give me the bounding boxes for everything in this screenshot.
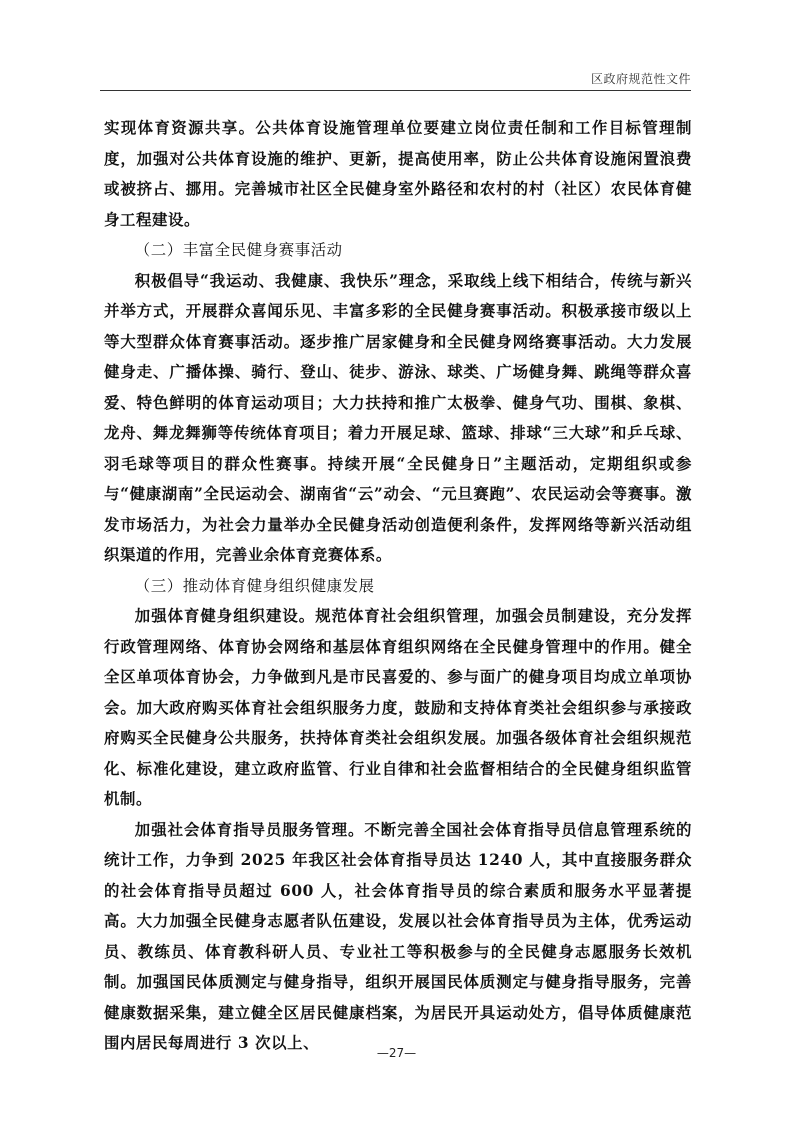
paragraph-3: 加强体育健身组织建设。规范体育社会组织管理，加强会员制建设，充分发挥行政管理网络、体育协会网络和基层体育组织网络在全民健身管理中的作用。健全全区单项体育协会，力争做到凡是市民喜爱的、参与面广的健身项目均成立单项协会。加大政府购买体育社会组织服务力度，鼓励和支持体育类社会组织参与承接政府购买全民健身公共服务，扶持体育类社会组织发展。加强各级体育社会组织规范化、标准化建设，建立政府监管、行业自律和社会监督相结合的全民健身组织监管机制。 [104, 607, 692, 808]
page-number: —27— [376, 1046, 417, 1060]
section-heading-2: （二）丰富全民健身赛事活动 [134, 241, 343, 259]
paragraph-1: 实现体育资源共享。公共体育设施管理单位要建立岗位责任制和工作目标管理制度，加强对公共体育设施的维护、更新，提高使用率，防止公共体育设施闲置浪费或被挤占、挪用。完善城市社区全民健身室外路径和农村的村（社区）农民体育健身工程建设。 [104, 119, 692, 229]
header-title: 区政府规范性文件 [590, 72, 691, 86]
paragraph-4: 加强社会体育指导员服务管理。不断完善全国社会体育指导员信息管理系统的统计工作，力争到 2025 年我区社会体育指导员达 1240 人，其中直接服务群众的社会体育指导员超过 600 人，社会体育指导员的综合素质和服务水平显著提高。大力加强全民健身志愿者队伍建设，发展以社会体育指导员为主体，优秀运动员、教练员、体育教科研人员、专业社工等积极参与的全民健身志愿服务长效机制。加强国民体质测定与健身指导，组织开展国民体质测定与健身指导服务，完善健康数据采集，建立健全区居民健康档案，为居民开具运动处方，倡导体质健康范围内居民每周进行 3 次以上、 [104, 820, 692, 1052]
document-body [104, 113, 692, 1059]
page-header [100, 70, 691, 91]
section-heading-3: （三）推动体育健身组织健康发展 [134, 576, 375, 595]
paragraph-2: 积极倡导“我运动、我健康、我快乐”理念，采取线上线下相结合，传统与新兴并举方式，开展群众喜闻乐见、丰富多彩的全民健身赛事活动。积极承接市级以上等大型群众体育赛事活动。逐步推广居家健身和全民健身网络赛事活动。大力发展健身走、广播体操、骑行、登山、徒步、游泳、球类、广场健身舞、跳绳等群众喜爱、特色鲜明的体育运动项目；大力扶持和推广太极拳、健身气功、围棋、象棋、龙舟、舞龙舞狮等传统体育项目；着力开展足球、篮球、排球“三大球”和乒乓球、羽毛球等项目的群众性赛事。持续开展“全民健身日”主题活动，定期组织或参与“健康湖南”全民运动会、湖南省“云”动会、“元旦赛跑”、农民运动会等赛事。激发市场活力，为社会力量举办全民健身活动创造便利条件，发挥网络等新兴活动组织渠道的作用，完善业余体育竞赛体系。 [104, 271, 692, 564]
